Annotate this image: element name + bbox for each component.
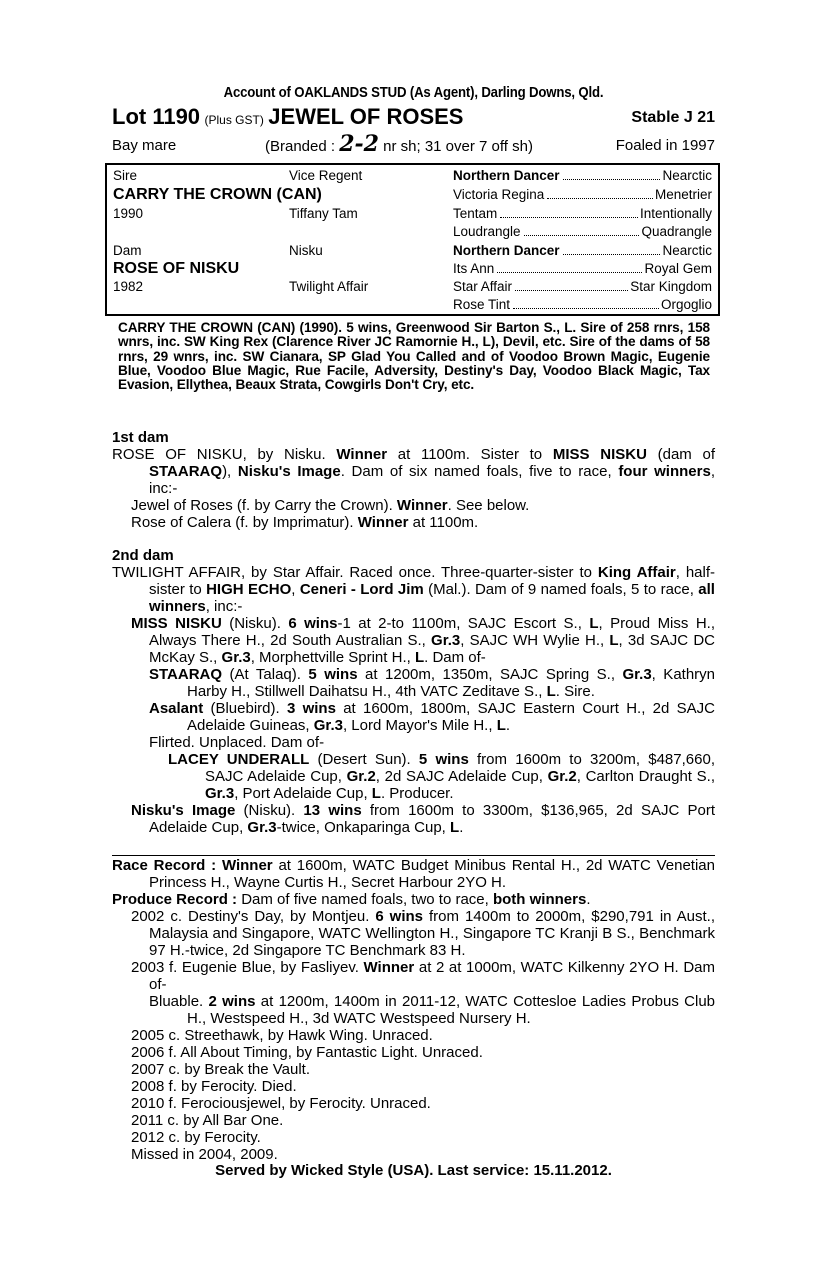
second-dam-heading: 2nd dam	[112, 547, 174, 564]
text: 2010 f. Ferociousjewel, by Ferocity. Unraced.	[131, 1095, 431, 1112]
bold-text: King Affair	[597, 564, 676, 581]
second-dam-paragraph	[112, 564, 715, 615]
pedigree-cell: 1990	[113, 206, 144, 221]
text: , inc:-	[205, 598, 243, 615]
text: ROSE OF NISKU, by Nisku.	[112, 446, 337, 463]
ancestor-sire: Star Kingdom	[630, 279, 712, 294]
text: from 1600m to 3300m, $136,965, 2d SAJC Port Adelaide Cup,	[149, 802, 716, 836]
bold-text: Nisku's Image	[131, 802, 236, 819]
ancestor-name: Loudrangle	[453, 224, 521, 239]
pedigree-row	[113, 278, 712, 296]
text: from 1600m to 3200m, $487,660, SAJC Adelaide Cup,	[205, 751, 715, 785]
bold-text: 3 wins	[286, 700, 336, 717]
ancestor-name: Its Ann	[453, 261, 495, 276]
text: 2012 c. by Ferocity.	[131, 1129, 261, 1146]
horse-name: JEWEL OF ROSES	[268, 104, 464, 129]
ancestor-line	[453, 278, 712, 296]
text: .	[586, 891, 591, 908]
bold-text: Race Record :	[112, 857, 222, 874]
pedigree-row	[113, 186, 712, 204]
ancestor-line	[453, 296, 712, 314]
pedigree-row	[113, 296, 712, 314]
pedigree-cell: Nisku	[289, 243, 323, 258]
bold-text: Winner	[396, 497, 448, 514]
text: -1 at 2-to 1100m, SAJC Escort S.,	[337, 615, 590, 632]
pedigree-cell: Vice Regent	[289, 168, 363, 183]
bold-text: L	[589, 615, 599, 632]
bold-text: Ceneri - Lord Jim	[299, 581, 424, 598]
bold-text: L	[450, 819, 460, 836]
bold-text: Winner	[336, 446, 388, 463]
bold-text: 6 wins	[288, 615, 338, 632]
produce-entry	[112, 514, 715, 531]
pedigree-cell: Dam	[113, 243, 142, 258]
brand-suffix: nr sh; 31 over 7 off sh)	[378, 138, 533, 155]
text: 2011 c. by All Bar One.	[131, 1112, 284, 1129]
text: , Carlton Draught S.,	[576, 768, 715, 785]
dotted-leader	[500, 205, 638, 218]
records-section	[112, 857, 715, 1163]
text: at 1200m, 1350m, SAJC Spring S.,	[357, 666, 623, 683]
text: 2008 f. by Ferocity. Died.	[131, 1078, 297, 1095]
foaled-year: Foaled in 1997	[615, 137, 715, 154]
progeny-entry	[112, 802, 715, 836]
text: . Producer.	[380, 785, 454, 802]
dotted-leader	[547, 186, 653, 199]
bold-text: L	[546, 683, 556, 700]
text: , 3d SAJC DC McKay S.,	[149, 632, 715, 666]
bold-text: 5 wins	[308, 666, 358, 683]
text: . See below.	[447, 497, 530, 514]
bold-text: Gr.3	[221, 649, 251, 666]
text: , inc:-	[149, 463, 715, 497]
produce-entry	[112, 1078, 715, 1095]
ancestor-name: Northern Dancer	[453, 168, 560, 183]
text: , Port Adelaide Cup,	[234, 785, 372, 802]
brand-prefix: (Branded :	[265, 138, 340, 155]
bold-text: Gr.3	[431, 632, 461, 649]
text: (At Talaq).	[222, 666, 309, 683]
text: Jewel of Roses (f. by Carry the Crown).	[131, 497, 397, 514]
bold-text: 13 wins	[303, 802, 362, 819]
progeny-entry	[112, 700, 715, 734]
produce-entry	[112, 1027, 715, 1044]
bold-text: Gr.2	[547, 768, 577, 785]
service-note: Served by Wicked Style (USA). Last service: 15.11.2012.	[215, 1162, 612, 1179]
pedigree-cell: 1982	[113, 279, 144, 294]
first-dam-heading: 1st dam	[112, 429, 169, 446]
stable-number: Stable J 21	[631, 109, 715, 126]
bold-text: L	[496, 717, 506, 734]
ancestor-sire: Menetrier	[654, 187, 712, 202]
ancestor-line	[453, 242, 712, 260]
text: . Sire.	[555, 683, 595, 700]
text: 2006 f. All About Timing, by Fantastic Light. Unraced.	[131, 1044, 483, 1061]
ancestor-sire: Nearctic	[662, 243, 712, 258]
produce-entry	[112, 497, 715, 514]
produce-entry	[112, 993, 715, 1027]
bold-text: LACEY UNDERALL	[168, 751, 310, 768]
first-dam-section	[112, 446, 715, 531]
text: .	[459, 819, 464, 836]
text: (Bluebird).	[203, 700, 287, 717]
pedigree-row	[113, 260, 712, 278]
bold-text: Winner	[221, 857, 273, 874]
ancestor-sire: Quadrangle	[641, 224, 712, 239]
bold-text: four winners	[618, 463, 711, 480]
text: (Desert Sun).	[309, 751, 419, 768]
dotted-leader	[563, 242, 661, 255]
text: at 1100m. Sister to	[387, 446, 553, 463]
text: Bluable.	[149, 993, 209, 1010]
text: , Morphettville Sprint H.,	[250, 649, 415, 666]
ancestor-sire: Orgoglio	[660, 297, 712, 312]
produce-entry	[112, 1129, 715, 1146]
text: . Dam of six named foals, five to race,	[340, 463, 619, 480]
bold-text: Gr.2	[346, 768, 376, 785]
text: (dam of	[646, 446, 715, 463]
bold-text: Nisku's Image	[237, 463, 341, 480]
text: , 2d SAJC Adelaide Cup,	[375, 768, 548, 785]
bold-text: L	[414, 649, 425, 666]
bold-text: L	[609, 632, 619, 649]
text: .	[505, 717, 511, 734]
produce-entry	[112, 959, 715, 993]
produce-record	[112, 891, 715, 908]
text: 2005 c. Streethawk, by Hawk Wing. Unraced.	[131, 1027, 433, 1044]
bold-text: Gr.3	[313, 717, 343, 734]
first-dam-paragraph	[112, 446, 715, 497]
bold-text: Gr.3	[622, 666, 652, 683]
text: , Kathryn Harby H., Stillwell Daihatsu H., 4th VATC Zeditave S.,	[187, 666, 716, 700]
text: 2003 f. Eugenie Blue, by Fasliyev.	[131, 959, 364, 976]
text: TWILIGHT AFFAIR, by Star Affair. Raced once. Three-quarter-sister to	[112, 564, 598, 581]
ancestor-name: Victoria Regina	[453, 187, 545, 202]
ancestor-line	[453, 167, 712, 185]
vendor-account: Account of OAKLANDS STUD (As Agent), Darling Downs, Qld.	[223, 84, 604, 101]
bold-text: MISS NISKU	[552, 446, 647, 463]
produce-entry	[112, 1112, 715, 1129]
bold-text: Gr.3	[205, 785, 235, 802]
bold-text: Gr.3	[247, 819, 277, 836]
bold-text: HIGH ECHO	[206, 581, 292, 598]
dotted-leader	[563, 167, 661, 180]
text: Missed in 2004, 2009.	[131, 1146, 278, 1163]
pedigree-row	[113, 205, 712, 223]
lot-title-line	[112, 104, 715, 130]
text: 2002 c. Destiny's Day, by Montjeu.	[131, 908, 376, 925]
bold-text: Winner	[357, 514, 409, 531]
ancestor-sire: Nearctic	[662, 168, 712, 183]
pedigree-cell: Twilight Affair	[289, 279, 369, 294]
brand-mark: 2-2	[339, 131, 379, 157]
text: , Lord Mayor's Mile H.,	[342, 717, 497, 734]
bold-text: L	[371, 785, 381, 802]
bold-text: Asalant	[149, 700, 204, 717]
text: ),	[222, 463, 238, 480]
bold-text: 2 wins	[208, 993, 256, 1010]
text: at 1100m.	[408, 514, 479, 531]
gst-note: (Plus GST)	[204, 113, 264, 127]
ancestor-line	[453, 205, 712, 223]
text: (Nisku).	[221, 615, 289, 632]
ancestor-name: Tentam	[453, 206, 498, 221]
ancestor-sire: Royal Gem	[644, 261, 712, 276]
progeny-entry	[112, 734, 715, 751]
race-record	[112, 857, 715, 891]
ancestor-line	[453, 223, 712, 241]
bold-text: MISS NISKU	[131, 615, 222, 632]
bold-text: all winners	[149, 581, 715, 615]
text: -twice, Onkaparinga Cup,	[276, 819, 451, 836]
bold-text: 5 wins	[418, 751, 469, 768]
bold-text: Produce Record :	[112, 891, 242, 908]
bold-text: STAARAQ	[149, 463, 223, 480]
produce-entry	[112, 1095, 715, 1112]
second-dam-section	[112, 564, 715, 836]
text: , half-sister to	[149, 564, 716, 598]
text: at 1600m, 1800m, SAJC Eastern Court H., 2d SAJC Adelaide Guineas,	[187, 700, 715, 734]
section-divider	[112, 855, 715, 856]
bold-text: 6 wins	[375, 908, 424, 925]
sire-description: CARRY THE CROWN (CAN) (1990). 5 wins, Greenwood Sir Barton S., L. Sire of 258 rnrs, 158 wnrs, inc. SW King Rex (Clarence River JC Ramornie H., L), Devil, etc. Sire of the dams of 58 rnrs, 29 wnrs, inc. SW Cianara, SP Glad You Called and of Voodoo Brown Magic, Eugenie Blue, Voodoo Blue Magic, Rue Facile, Adversity, Destiny's Day, Voodoo Black Magic, Tax Evasion, Ellythea, Beaux Strata, Cowgirls Don't Cry, etc.	[118, 320, 710, 393]
pedigree-cell: ROSE OF NISKU	[113, 260, 240, 277]
pedigree-cell: Sire	[113, 168, 138, 183]
progeny-entry	[112, 751, 715, 802]
dotted-leader	[515, 278, 628, 291]
text: at 1200m, 1400m in 2011-12, WATC Cottesloe Ladies Probus Club H., Westspeed H., 3d WATC Westspeed Nursery H.	[187, 993, 716, 1027]
produce-entry	[112, 1061, 715, 1078]
dotted-leader	[497, 260, 642, 273]
text: Rose of Calera (f. by Imprimatur).	[131, 514, 358, 531]
dotted-leader	[513, 296, 659, 309]
text: from 1400m to 2000m, $290,791 in Aust., Malaysia and Singapore, WATC Wellington H., Singapore TC Kranji B S., Benchmark 97 H.-twice, 2d Singapore TC Benchmark 83 H.	[149, 908, 715, 959]
pedigree-row	[113, 242, 712, 260]
text: (Mal.). Dam of 9 named foals, 5 to race,	[423, 581, 699, 598]
pedigree-row	[113, 167, 712, 185]
produce-entry	[112, 908, 715, 959]
text: at 2 at 1000m, WATC Kilkenny 2YO H. Dam of-	[149, 959, 715, 993]
pedigree-cell: Tiffany Tam	[289, 206, 358, 221]
text: , Proud Miss H., Always There H., 2d South Australian S.,	[149, 615, 715, 649]
horse-details-line	[112, 131, 715, 157]
text: , SAJC WH Wylie H.,	[460, 632, 610, 649]
text: Flirted. Unplaced. Dam of-	[149, 734, 325, 751]
pedigree-row	[113, 223, 712, 241]
text: ,	[291, 581, 300, 598]
progeny-entry	[112, 615, 715, 666]
produce-entry	[112, 1044, 715, 1061]
ancestor-line	[453, 260, 712, 278]
progeny-entry	[112, 666, 715, 700]
text: at 1600m, WATC Budget Minibus Rental H., 2d WATC Venetian Princess H., Wayne Curtis H., Secret Harbour 2YO H.	[149, 857, 715, 891]
brand-info	[265, 131, 533, 157]
ancestor-sire: Intentionally	[639, 206, 712, 221]
produce-entry	[112, 1146, 715, 1163]
ancestor-name: Star Affair	[453, 279, 513, 294]
ancestor-line	[453, 186, 712, 204]
pedigree-cell: CARRY THE CROWN (CAN)	[113, 186, 322, 203]
dotted-leader	[524, 223, 640, 236]
text: 2007 c. by Break the Vault.	[131, 1061, 310, 1078]
ancestor-name: Northern Dancer	[453, 243, 560, 258]
ancestor-name: Rose Tint	[453, 297, 511, 312]
pedigree-table	[105, 163, 720, 316]
bold-text: STAARAQ	[149, 666, 223, 683]
lot-number: Lot 1190	[112, 104, 201, 129]
text: Dam of five named foals, two to race,	[241, 891, 493, 908]
text: (Nisku).	[235, 802, 304, 819]
sex-colour: Bay mare	[112, 137, 177, 154]
bold-text: Winner	[363, 959, 415, 976]
bold-text: both winners	[492, 891, 587, 908]
text: . Dam of-	[424, 649, 486, 666]
